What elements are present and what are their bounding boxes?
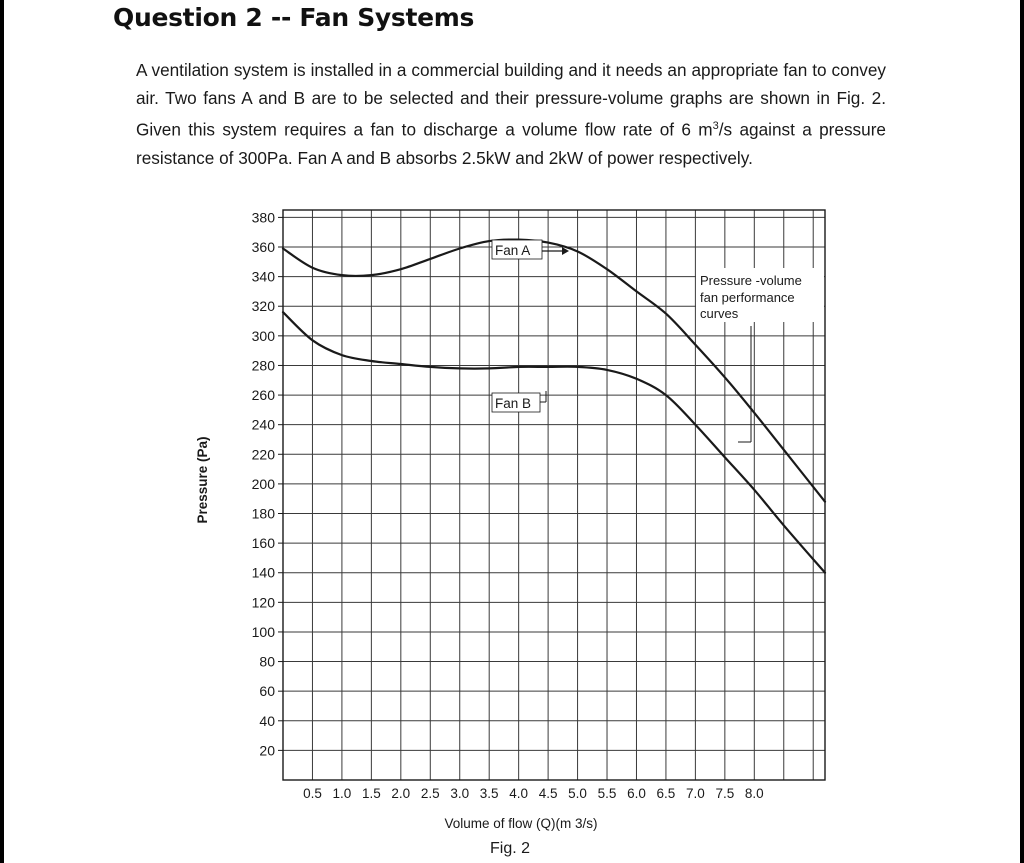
y-tick-label: 60 [259, 683, 275, 700]
x-tick-label: 1.5 [361, 786, 381, 801]
x-tick-label: 6.0 [627, 786, 646, 801]
y-axis-title: Pressure (Pa) [195, 436, 210, 524]
y-tick-label: 280 [251, 357, 275, 374]
y-axis-ticks [252, 209, 283, 758]
y-tick-label: 340 [251, 268, 275, 285]
y-tick-label: 360 [251, 239, 275, 256]
y-tick-label: 20 [259, 742, 275, 759]
y-tick-label: 80 [259, 653, 275, 670]
y-tick-label: 260 [251, 387, 275, 404]
x-tick-label: 5.5 [597, 786, 617, 801]
y-tick-label: 140 [251, 564, 275, 581]
x-tick-label: 1.0 [332, 786, 352, 801]
x-tick-label: 3.5 [479, 786, 499, 801]
y-tick-label: 240 [251, 416, 275, 433]
x-tick-label: 4.0 [509, 786, 529, 801]
y-tick-label: 220 [251, 446, 275, 463]
x-tick-label: 2.5 [420, 786, 440, 801]
x-tick-label: 7.5 [715, 786, 735, 801]
fan-b-label: Fan B [495, 396, 532, 411]
fan-a-annotation [492, 240, 569, 259]
curves-callout [696, 268, 824, 442]
x-axis-title: Volume of flow (Q)(m 3/s) [444, 816, 598, 831]
y-tick-label: 120 [251, 594, 275, 611]
x-tick-label: 4.5 [538, 786, 558, 801]
question-title: Question 2 -- Fan Systems [113, 3, 475, 32]
curves-label-line2: fan performance [700, 290, 795, 305]
y-tick-label: 200 [251, 475, 275, 492]
x-tick-label: 3.0 [450, 786, 470, 801]
figure-caption: Fig. 2 [489, 840, 531, 857]
y-tick-label: 180 [251, 505, 275, 522]
y-tick-label: 100 [251, 623, 275, 640]
paragraph-superscript: 3 [712, 120, 719, 132]
paragraph-main: A ventilation system is installed in a commercial building and it needs an appropriate fan to convey air. Two fans A and B are to be selected and their pressure-volume graphs are shown in Fig. 2. Given this system requires a fan to discharge a volume flow rate of 6 m [136, 60, 886, 140]
x-tick-label: 8.0 [744, 786, 764, 801]
x-tick-label: 7.0 [686, 786, 705, 801]
fan-a-label: Fan A [495, 243, 531, 258]
x-tick-label: 0.5 [303, 786, 322, 801]
paragraph-tail: /s against a pressure resistance of 300Pa. Fan A and B absorbs 2.5kW and 2kW of power respectively. [136, 119, 886, 168]
fan-b-annotation [492, 391, 546, 412]
x-tick-label: 5.0 [568, 786, 587, 801]
y-tick-label: 40 [259, 712, 275, 729]
y-tick-label: 300 [251, 327, 275, 344]
x-tick-label: 6.5 [656, 786, 676, 801]
curves-label-line3: curves [700, 306, 739, 321]
y-tick-label: 160 [251, 535, 275, 552]
y-tick-label: 380 [251, 209, 275, 226]
curves-label-line1: Pressure -volume [700, 273, 802, 288]
x-tick-label: 2.0 [391, 786, 411, 801]
x-axis-ticks [303, 786, 764, 801]
y-tick-label: 320 [251, 298, 275, 315]
